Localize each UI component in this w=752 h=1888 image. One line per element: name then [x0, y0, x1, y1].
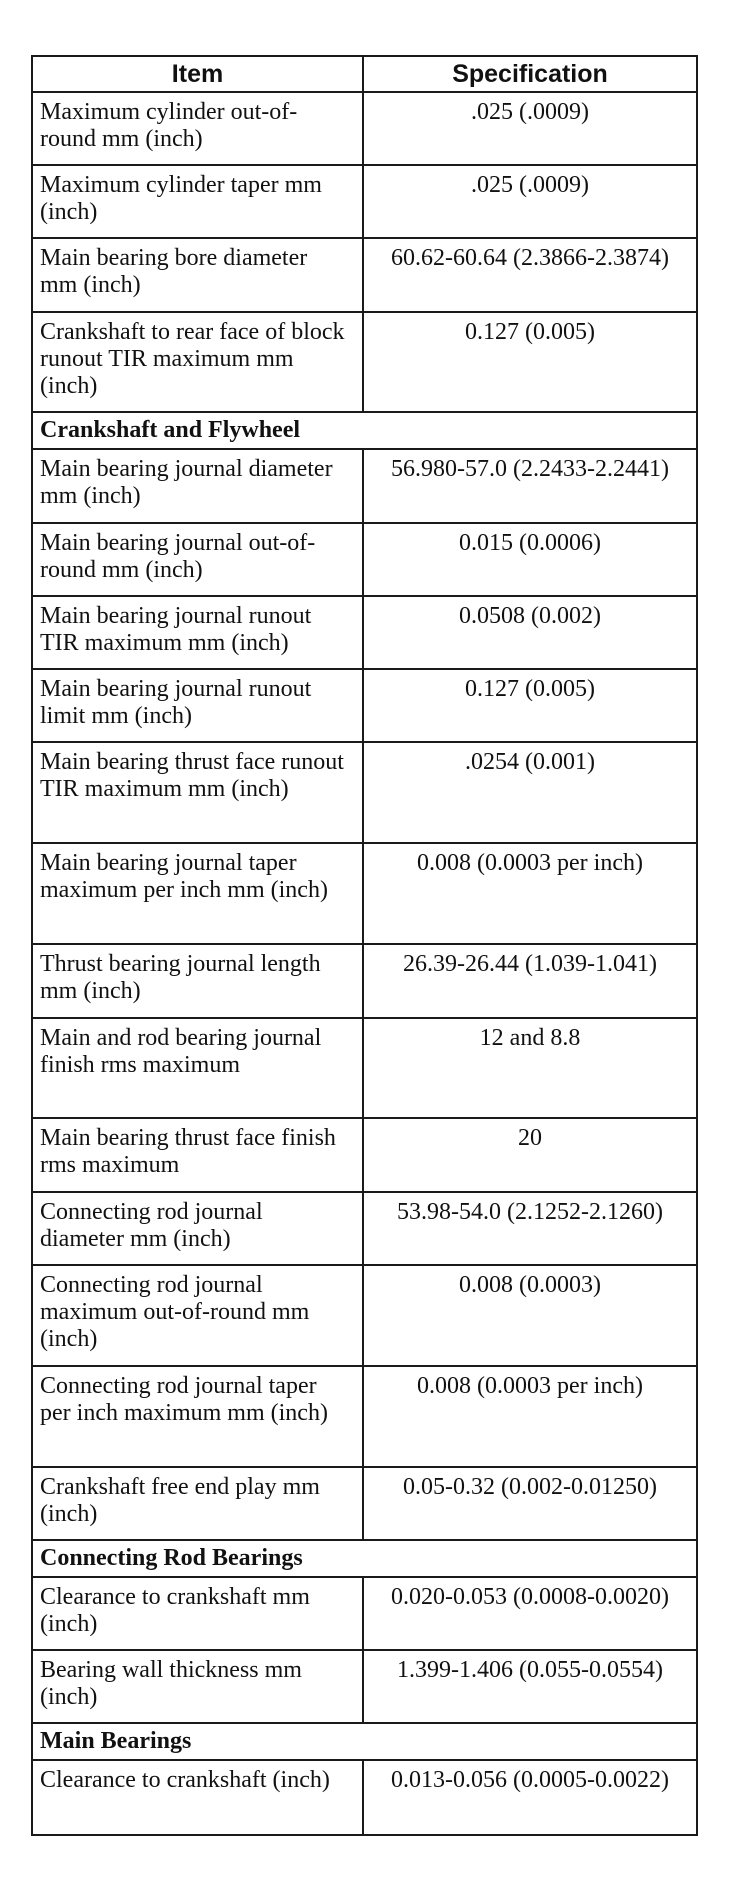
table-row — [32, 449, 697, 523]
item-cell: Bearing wall thickness mm (inch) — [32, 1650, 363, 1723]
section-title: Crankshaft and Flywheel — [32, 412, 697, 449]
specification-cell: 0.008 (0.0003 per inch) — [363, 1366, 697, 1467]
specification-column-header: Specification — [363, 56, 697, 92]
item-cell: Main bearing journal diameter mm (inch) — [32, 449, 363, 523]
item-cell: Main bearing journal out-of-round mm (inch) — [32, 523, 363, 596]
item-column-header: Item — [32, 56, 363, 92]
table-row — [32, 944, 697, 1018]
table-row — [32, 1192, 697, 1265]
table-row — [32, 596, 697, 669]
table-row — [32, 1760, 697, 1835]
table-row — [32, 1265, 697, 1366]
table-row — [32, 1118, 697, 1192]
specification-cell: 0.020-0.053 (0.0008-0.0020) — [363, 1577, 697, 1650]
item-cell: Main bearing bore diameter mm (inch) — [32, 238, 363, 312]
specification-cell: 0.127 (0.005) — [363, 312, 697, 412]
specification-cell: 12 and 8.8 — [363, 1018, 697, 1118]
table-row — [32, 165, 697, 238]
item-cell: Clearance to crankshaft mm (inch) — [32, 1577, 363, 1650]
item-cell: Crankshaft free end play mm (inch) — [32, 1467, 363, 1540]
item-cell: Maximum cylinder taper mm (inch) — [32, 165, 363, 238]
specification-cell: .025 (.0009) — [363, 165, 697, 238]
section-header-row — [32, 412, 697, 449]
table-row — [32, 92, 697, 165]
table-row — [32, 312, 697, 412]
table-row — [32, 238, 697, 312]
item-cell: Connecting rod journal maximum out-of-round mm (inch) — [32, 1265, 363, 1366]
specification-cell: 0.008 (0.0003) — [363, 1265, 697, 1366]
section-title: Main Bearings — [32, 1723, 697, 1760]
specification-cell: 26.39-26.44 (1.039-1.041) — [363, 944, 697, 1018]
item-cell: Main bearing journal taper maximum per inch mm (inch) — [32, 843, 363, 944]
specification-cell: .0254 (0.001) — [363, 742, 697, 843]
item-cell: Main bearing thrust face runout TIR maximum mm (inch) — [32, 742, 363, 843]
specification-cell: 0.05-0.32 (0.002-0.01250) — [363, 1467, 697, 1540]
item-cell: Main bearing journal runout TIR maximum mm (inch) — [32, 596, 363, 669]
specification-cell: 0.015 (0.0006) — [363, 523, 697, 596]
item-cell: Maximum cylinder out-of-round mm (inch) — [32, 92, 363, 165]
table-row — [32, 742, 697, 843]
specification-table — [31, 55, 698, 1836]
item-cell: Connecting rod journal taper per inch maximum mm (inch) — [32, 1366, 363, 1467]
specification-cell: 0.008 (0.0003 per inch) — [363, 843, 697, 944]
specification-cell: 60.62-60.64 (2.3866-2.3874) — [363, 238, 697, 312]
specification-cell: 53.98-54.0 (2.1252-2.1260) — [363, 1192, 697, 1265]
item-cell: Thrust bearing journal length mm (inch) — [32, 944, 363, 1018]
section-title: Connecting Rod Bearings — [32, 1540, 697, 1577]
specification-cell: 56.980-57.0 (2.2433-2.2441) — [363, 449, 697, 523]
header-row — [32, 56, 697, 92]
section-header-row — [32, 1540, 697, 1577]
table-row — [32, 1577, 697, 1650]
item-cell: Main and rod bearing journal finish rms maximum — [32, 1018, 363, 1118]
specification-cell: 0.013-0.056 (0.0005-0.0022) — [363, 1760, 697, 1835]
item-cell: Main bearing thrust face finish rms maximum — [32, 1118, 363, 1192]
item-cell: Main bearing journal runout limit mm (inch) — [32, 669, 363, 742]
table-row — [32, 1467, 697, 1540]
table-row — [32, 843, 697, 944]
table-row — [32, 523, 697, 596]
table-row — [32, 1018, 697, 1118]
specification-cell: .025 (.0009) — [363, 92, 697, 165]
table-row — [32, 1650, 697, 1723]
specification-cell: 0.127 (0.005) — [363, 669, 697, 742]
section-header-row — [32, 1723, 697, 1760]
specification-cell: 0.0508 (0.002) — [363, 596, 697, 669]
table-row — [32, 669, 697, 742]
specification-cell: 1.399-1.406 (0.055-0.0554) — [363, 1650, 697, 1723]
item-cell: Clearance to crankshaft (inch) — [32, 1760, 363, 1835]
item-cell: Connecting rod journal diameter mm (inch) — [32, 1192, 363, 1265]
table-body — [32, 92, 697, 1835]
specification-cell: 20 — [363, 1118, 697, 1192]
table-row — [32, 1366, 697, 1467]
item-cell: Crankshaft to rear face of block runout TIR maximum mm (inch) — [32, 312, 363, 412]
